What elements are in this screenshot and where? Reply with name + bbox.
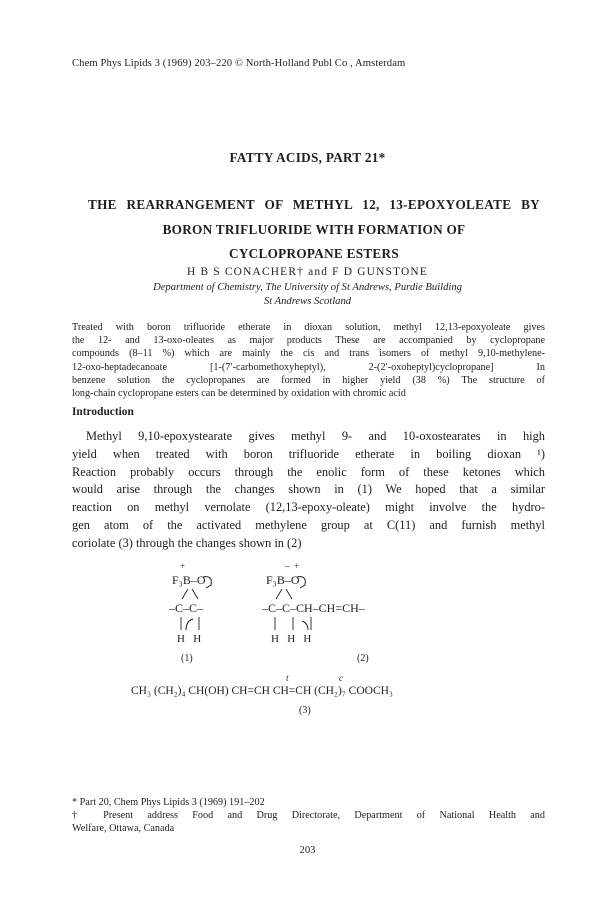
structure-2 [261, 561, 369, 664]
structure-row: –C–C–CH–CH=CH– [262, 601, 365, 615]
structure-row: H H [177, 633, 202, 645]
page-number: 203 [299, 845, 316, 856]
structure-label: (2) [357, 653, 369, 664]
body-line: Reaction probably occurs through the enolic form of these ketones which [72, 464, 545, 479]
epoxide-bond [192, 589, 198, 599]
structure-row: –C–C– [169, 601, 204, 615]
structure-row: F₃B–O [172, 573, 206, 587]
electron-arrow [186, 619, 193, 630]
body-line: would arise through the changes shown in (1) We hoped that a similar [72, 482, 545, 497]
footnote: Welfare, Ottawa, Canada [72, 823, 175, 835]
body-line: coriolate (3) through the changes shown in (2) [72, 535, 302, 550]
abstract-line: benzene solution the cyclopropanes are formed in higher yield (38 %) The structure of [72, 374, 545, 386]
body-line: reaction on methyl vernolate (12,13-epoxy-oleate) might involve the hydro- [72, 500, 545, 515]
structure-3 [131, 673, 393, 716]
affiliation-line: St Andrews Scotland [263, 295, 352, 307]
section-heading: Introduction [72, 406, 134, 418]
footnotes [72, 796, 545, 836]
coriolate-formula: CH₃ (CH₂)₄ CH(OH) CH=CH CH=CH (CH₂)₇ COOCH₃ [131, 685, 393, 697]
title-line: THE REARRANGEMENT OF METHYL 12, 13-EPOXYOLEATE BY [88, 197, 540, 212]
title-line: CYCLOPROPANE ESTERS [229, 246, 399, 261]
title-line: BORON TRIFLUORIDE WITH FORMATION OF [162, 221, 466, 237]
structure-1 [168, 561, 211, 664]
charge-label: + [180, 561, 186, 571]
authors: H B S CONACHER† and F D GUNSTONE [186, 266, 429, 278]
footnote: * Part 20, Chem Phys Lipids 3 (1969) 191–202 [72, 797, 265, 808]
abstract-line: the 12- and 13-oxo-oleates as major products These are accompanied by cyclopropane [72, 335, 545, 347]
abstract-line: 12-oxo-heptadecanoate [1-(7′-carbomethoxyheptyl), 2-(2′-oxoheptyl)cyclopropane] In [72, 361, 545, 373]
structure-row: H H H [271, 633, 312, 645]
footnote: † Present address Food and Drug Directorate, Department of National Health and [72, 810, 545, 822]
body-line: yield when treated with boron trifluoride etherate in boiling dioxan ¹) [72, 446, 545, 461]
body-line: gen atom of the activated methylene group at C(11) and furnish methyl [72, 517, 545, 532]
abstract-line: compounds (8–11 %) which are mainly the cis and trans isomers of methyl 9,10-methylene- [72, 348, 545, 360]
structure-label: (1) [181, 653, 193, 664]
epoxide-bond [286, 589, 292, 599]
abstract-line: Treated with boron trifluoride etherate in dioxan solution, methyl 12,13-epoxyoleate gives [72, 322, 545, 333]
stereo-label: t [286, 673, 289, 683]
body-line: Methyl 9,10-epoxystearate gives methyl 9- and 10-oxostearates in high [86, 429, 545, 443]
affiliation-line: Department of Chemistry, The University of St Andrews, Purdie Building [153, 282, 462, 293]
structure-label: (3) [299, 705, 311, 716]
epoxide-bond [276, 589, 282, 599]
journal-header: Chem Phys Lipids 3 (1969) 203–220 © North-Holland Publ Co , Amsterdam [72, 58, 406, 69]
stereo-label: c [339, 673, 343, 683]
electron-arrow [302, 621, 308, 630]
abstract-line: long-chain cyclopropane esters can be determined by oxidation with chromic acid [72, 388, 406, 400]
structure-row: F₃B–O [266, 573, 300, 587]
series-title: FATTY ACIDS, PART 21* [229, 150, 386, 165]
epoxide-bond [182, 589, 188, 599]
charge-label: – + [285, 561, 300, 571]
